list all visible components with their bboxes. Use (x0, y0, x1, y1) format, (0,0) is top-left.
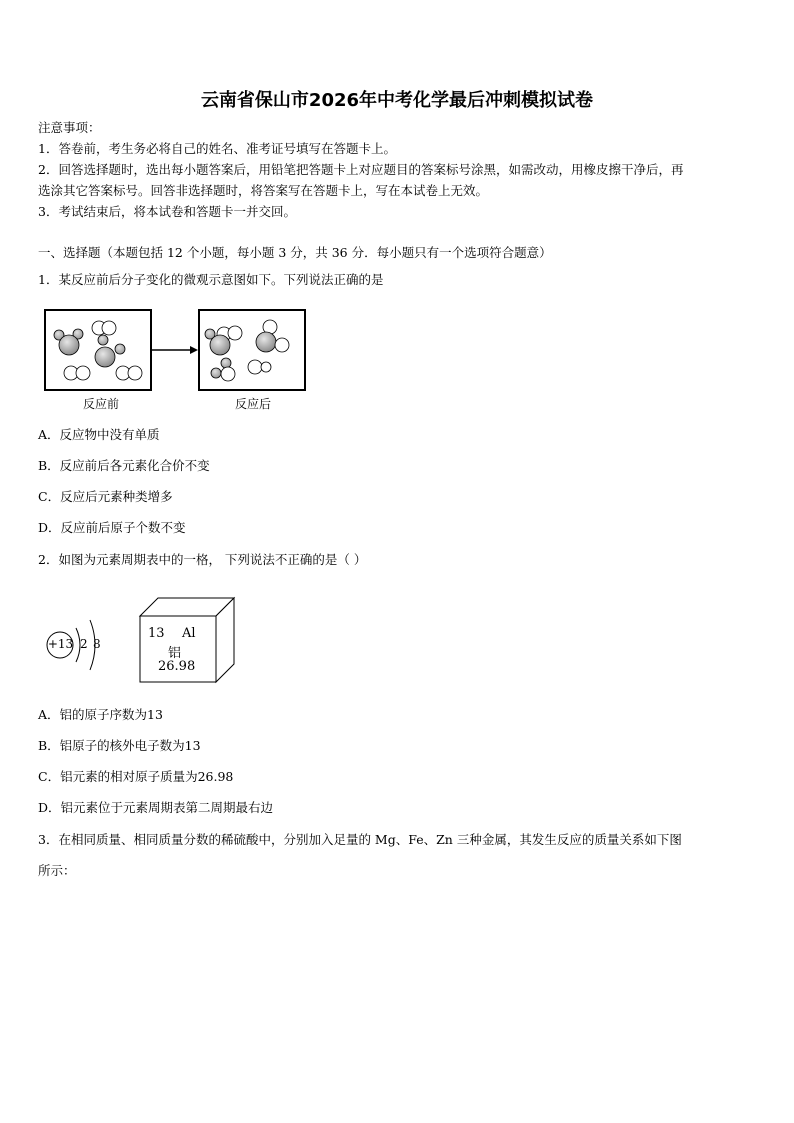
q1-option-d: D．反应前后原子个数不变 (38, 520, 186, 535)
notice-item-2-cont: 选涂其它答案标号。回答非选择题时，将答案写在答题卡上，写在本试卷上无效。 (38, 183, 489, 198)
section-heading: 一、选择题（本题包括 12 个小题，每小题 3 分，共 36 分．每小题只有一个选项符合题意） (38, 245, 552, 260)
page-title: 云南省保山市2026年中考化学最后冲刺模拟试卷 (200, 90, 594, 111)
notice-heading: 注意事项： (38, 120, 101, 135)
reaction-diagram (40, 305, 310, 395)
notice-item-1: 1．答卷前，考生务必将自己的姓名、准考证号填写在答题卡上。 (38, 141, 396, 156)
atomic-mass: 26.98 (158, 659, 196, 674)
element-symbol: Al (182, 626, 196, 641)
q1-option-b: B．反应前后各元素化合价不变 (38, 458, 210, 473)
q2-option-a: A．铝的原子序数为13 (38, 707, 163, 722)
after-box (199, 310, 305, 390)
periodic-table-cell (138, 596, 238, 686)
label-after: 反应后 (235, 397, 272, 411)
question-1-stem: 1．某反应前后分子变化的微观示意图如下。下列说法正确的是 (38, 272, 384, 287)
atomic-number: 13 (148, 626, 165, 641)
question-2-stem: 2．如图为元素周期表中的一格， 下列说法不正确的是（ ） (38, 552, 367, 567)
notice-item-3: 3．考试结束后，将本试卷和答题卡一并交回。 (38, 204, 296, 219)
label-before: 反应前 (83, 397, 120, 411)
q2-option-b: B．铝原子的核外电子数为13 (38, 738, 201, 753)
q2-option-c: C．铝元素的相对原子质量为26.98 (38, 769, 234, 784)
reaction-arrow (152, 346, 198, 354)
atom-structure-diagram (44, 606, 114, 686)
q2-option-d: D．铝元素位于元素周期表第二周期最右边 (38, 800, 274, 815)
q1-option-a: A．反应物中没有单质 (38, 427, 160, 442)
question-3-stem-cont: 所示： (38, 863, 76, 878)
q1-option-c: C．反应后元素种类增多 (38, 489, 173, 504)
notice-item-2: 2．回答选择题时，选出每小题答案后，用铅笔把答题卡上对应题目的答案标号涂黑，如需改动，用橡皮擦干净后，再 (38, 162, 684, 177)
element-name: 铝 (168, 646, 182, 661)
shell-2-electrons: 8 (93, 637, 101, 651)
nucleus-charge: +13 (47, 637, 74, 651)
shell-1-electrons: 2 (80, 637, 88, 651)
before-box (45, 310, 151, 390)
question-3-stem: 3．在相同质量、相同质量分数的稀硫酸中，分别加入足量的 Mg、Fe、Zn 三种金属，其发生反应的质量关系如下图 (38, 832, 682, 847)
